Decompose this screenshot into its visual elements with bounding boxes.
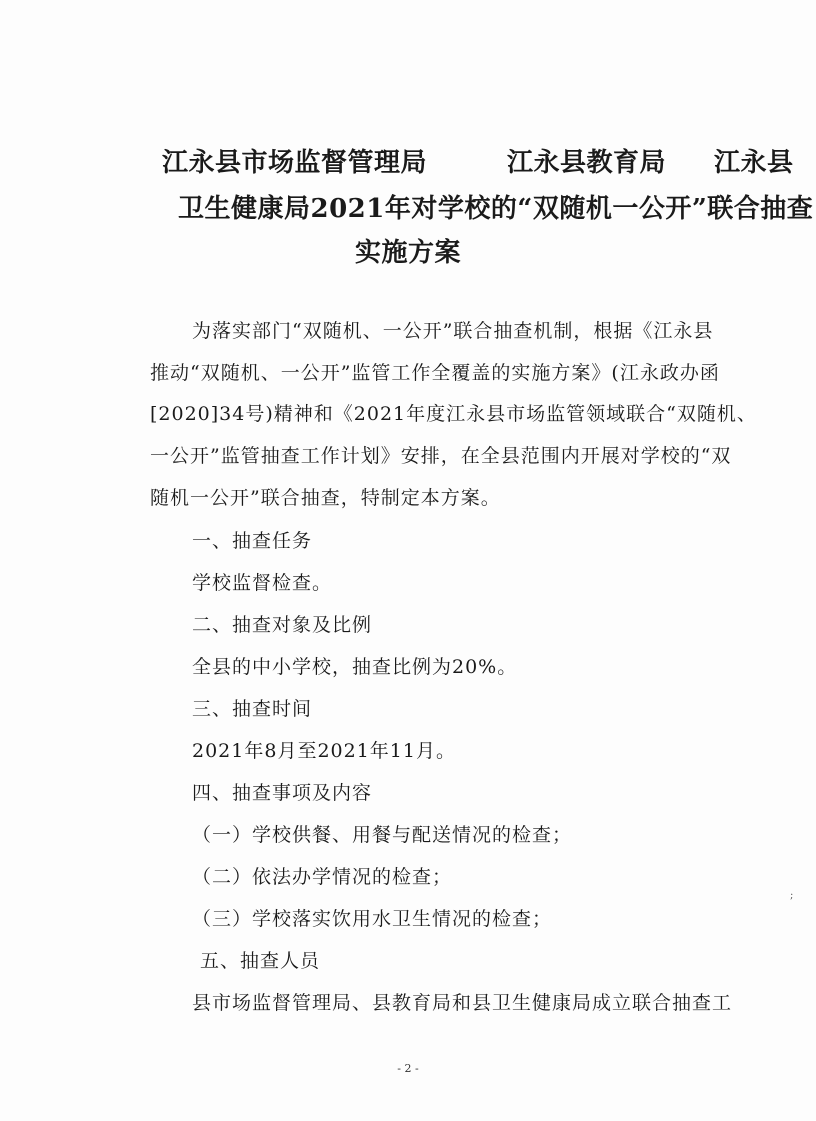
section-4-item-1: （一）学校供餐、用餐与配送情况的检查； [192,824,573,846]
section-4-item-3: （三）学校落实饮用水卫生情况的检查； [192,908,553,930]
title-agency-market-supervision: 江永县市场监督管理局 [162,148,428,178]
section-2-text: 全县的中小学校，抽查比例为20%。 [192,656,518,678]
intro-line-5: 随机一公开”联合抽查，特制定本方案。 [150,487,501,509]
section-2-heading: 二、抽查对象及比例 [192,614,373,636]
intro-line-3: [2020]34号)精神和《2021年度江永县市场监管领域联合“双随机、 [150,403,757,425]
title-line-2: 卫生健康局2021年对学校的“双随机一公开”联合抽查 [178,194,814,224]
section-3-text: 2021年8月至2021年11月。 [192,740,456,762]
section-5-text: 县市场监督管理局、县教育局和县卫生健康局成立联合抽查工 [192,992,733,1014]
section-4-heading: 四、抽查事项及内容 [192,782,373,804]
section-3-heading: 三、抽查时间 [192,698,313,720]
section-1-heading: 一、抽查任务 [192,530,313,552]
section-4-item-2: （二）依法办学情况的检查； [192,866,453,888]
page-number: - 2 - [397,1062,419,1075]
intro-line-4: 一公开”监管抽查工作计划》安排，在全县范围内开展对学校的“双 [150,445,732,467]
title-line-1 [162,150,802,176]
section-1-text: 学校监督检查。 [192,572,333,594]
title-agency-education: 江永县教育局 [507,148,667,178]
margin-mark: ; [790,890,794,901]
title-line-3: 实施方案 [354,238,461,268]
section-5-heading: 五、抽查人员 [200,950,321,972]
intro-line-1: 为落实部门“双随机、一公开”联合抽查机制，根据《江永县 [192,320,714,342]
title-agency-health: 江永县 [714,148,794,178]
intro-line-2: 推动“双随机、一公开”监管工作全覆盖的实施方案》(江永政办函 [150,362,720,384]
